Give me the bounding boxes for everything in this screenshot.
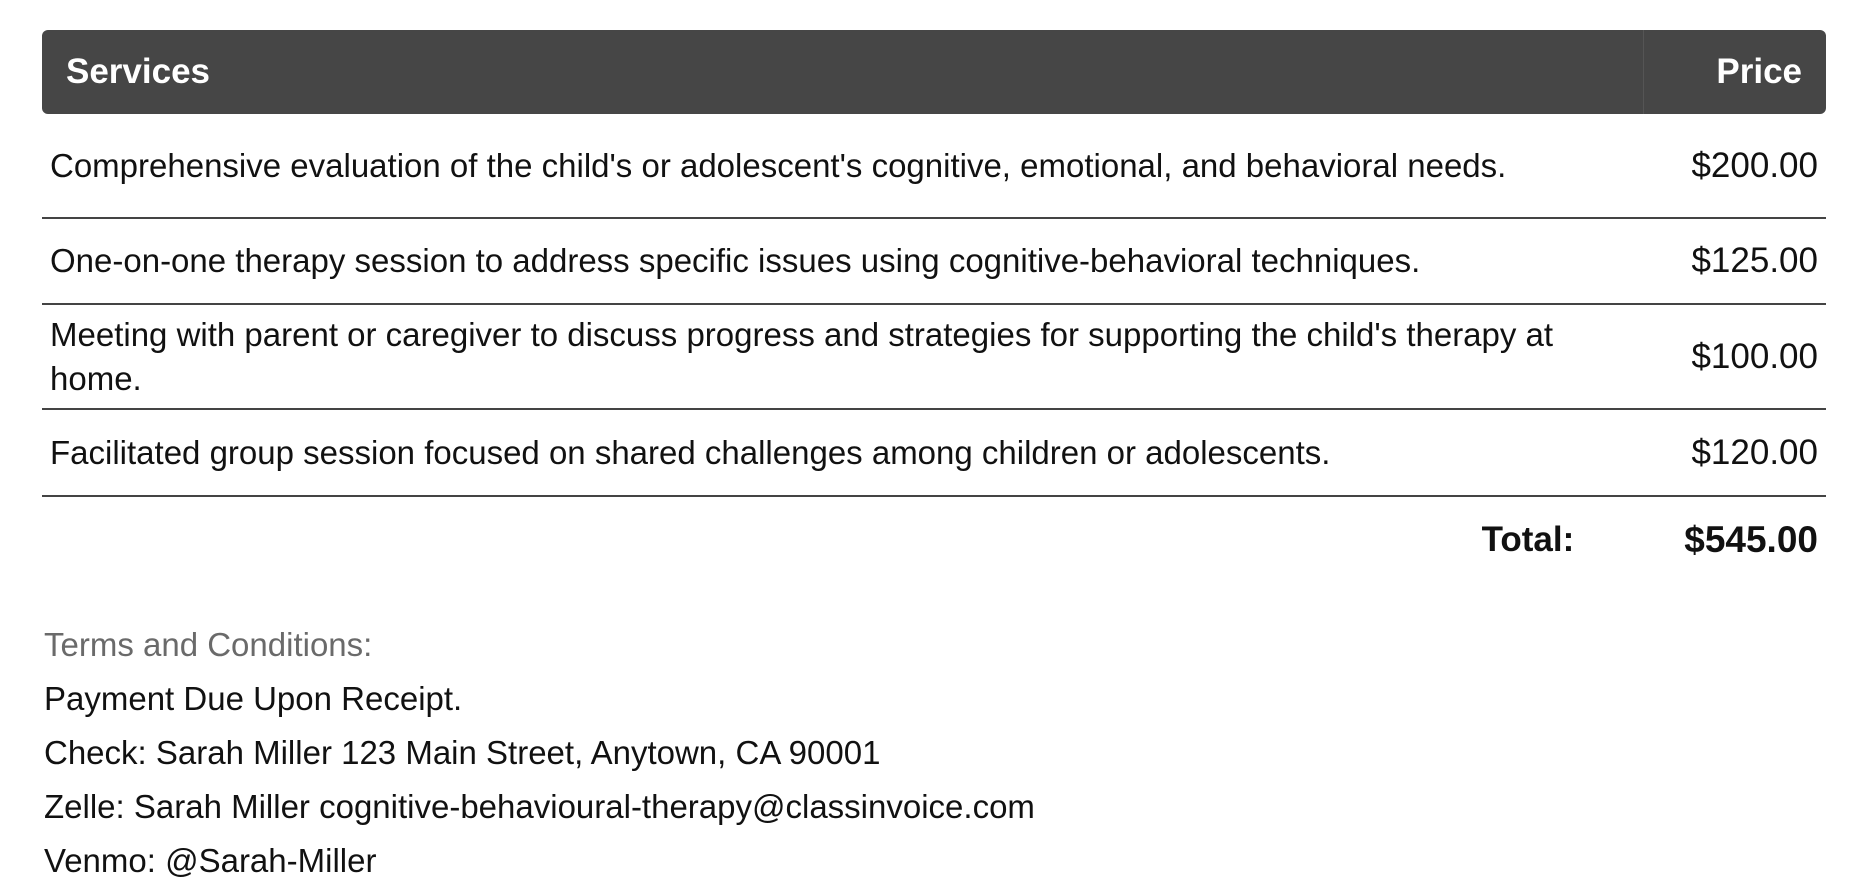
table-row: [42, 219, 1826, 305]
service-price: $200.00: [1691, 145, 1818, 185]
service-description: Facilitated group session focused on shared challenges among children or adolescents.: [50, 433, 1331, 471]
table-header: [42, 30, 1826, 114]
total-label: Total:: [1481, 520, 1575, 559]
service-description: Meeting with parent or caregiver to discuss progress and strategies for supporting the child's therapy at home.: [50, 315, 1554, 397]
service-description: Comprehensive evaluation of the child's or adolescent's cognitive, emotional, and behavioral needs.: [50, 146, 1507, 184]
services-table: [42, 30, 1826, 583]
service-price: $125.00: [1691, 241, 1818, 280]
services-column-header: Services: [42, 30, 1644, 114]
terms-line: Zelle: Sarah Miller cognitive-behavioural-therapy@classinvoice.com: [44, 788, 1035, 825]
table-row: [42, 114, 1826, 219]
total-value: $545.00: [1684, 519, 1818, 560]
service-price: $100.00: [1691, 336, 1818, 376]
service-price: $120.00: [1691, 432, 1818, 472]
price-column-header: Price: [1716, 52, 1802, 91]
terms-section: [44, 618, 1035, 888]
total-row: [42, 497, 1826, 583]
terms-line: Venmo: @Sarah-Miller: [44, 842, 377, 879]
table-row: [42, 410, 1826, 497]
terms-line: Payment Due Upon Receipt.: [44, 680, 463, 717]
terms-line: Check: Sarah Miller 123 Main Street, Anytown, CA 90001: [44, 734, 881, 771]
table-row: [42, 305, 1826, 410]
service-description: One-on-one therapy session to address specific issues using cognitive-behavioral techniques.: [50, 242, 1421, 279]
terms-heading: Terms and Conditions:: [44, 626, 373, 663]
